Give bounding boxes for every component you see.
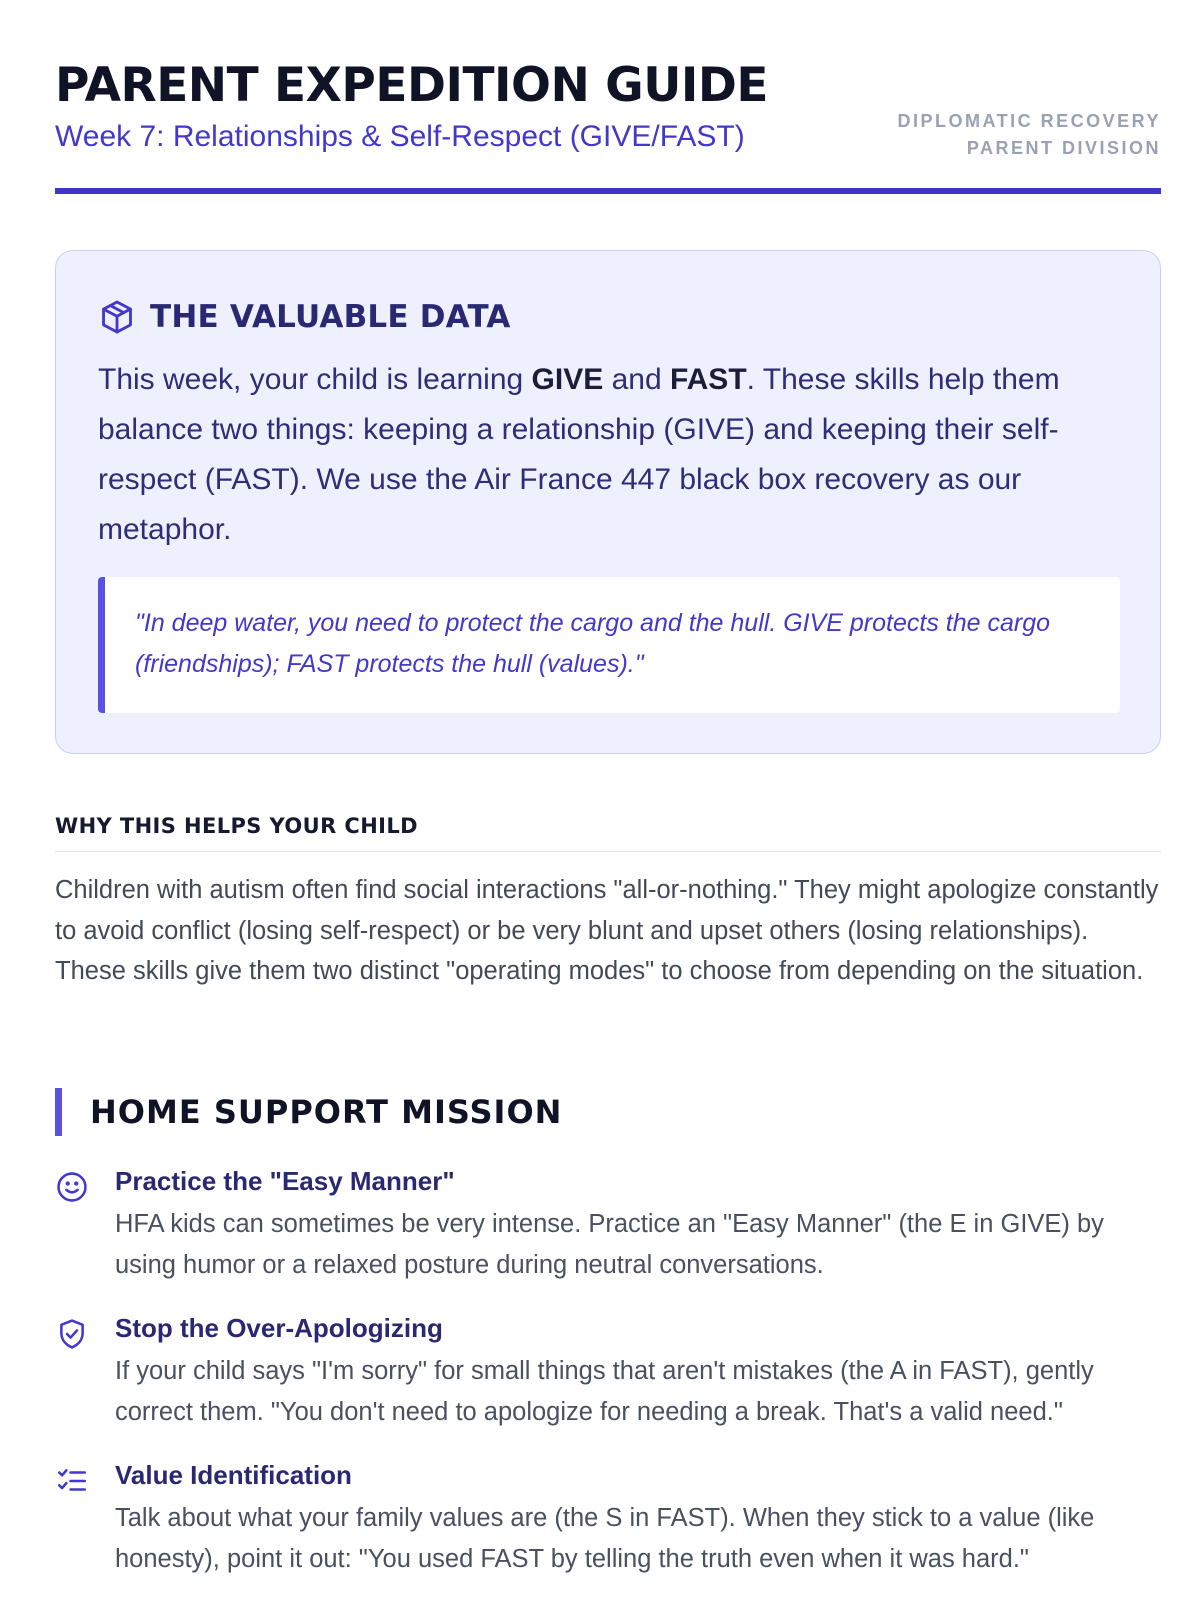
metaphor-quote: "In deep water, you need to protect the cargo and the hull. GIVE protects the cargo (friendships); FAST protects the hull (values)." bbox=[98, 577, 1120, 713]
mission-item-text: If your child says "I'm sorry" for small things that aren't mistakes (the A in FAST), gently correct them. "You don't need to apologize for needing a break. That's a valid need." bbox=[115, 1357, 1094, 1426]
mission-title: HOME SUPPORT MISSION bbox=[90, 1093, 563, 1131]
why-section-heading: WHY THIS HELPS YOUR CHILD bbox=[55, 814, 1161, 852]
card-title: THE VALUABLE DATA bbox=[150, 299, 511, 335]
smile-icon bbox=[55, 1170, 89, 1204]
valuable-data-card bbox=[55, 250, 1161, 754]
body-text-1: This week, your child is learning bbox=[98, 363, 532, 396]
division-label bbox=[897, 108, 1161, 162]
checklist-icon bbox=[55, 1464, 89, 1498]
mission-item-title: Practice the "Easy Manner" bbox=[115, 1166, 455, 1196]
body-text-3: . These skills help them balance two things: keeping a relationship (GIVE) and keeping their self-respect (FAST). We use the Air France 447 black box recovery as our metaphor. bbox=[98, 363, 1060, 546]
page-title: PARENT EXPEDITION GUIDE bbox=[55, 58, 769, 113]
page-subtitle: Week 7: Relationships & Self-Respect (GIVE/FAST) bbox=[55, 120, 745, 153]
why-section-text: Children with autism often find social interactions "all-or-nothing." They might apologize constantly to avoid conflict (losing self-respect) or be very blunt and upset others (losing relationships). These skills give them two distinct "operating modes" to choose from depending on the situation. bbox=[55, 876, 1159, 985]
fast-keyword: FAST bbox=[669, 363, 747, 396]
mission-item-text: HFA kids can sometimes be very intense. Practice an "Easy Manner" (the E in GIVE) by using humor or a relaxed posture during neutral conversations. bbox=[115, 1210, 1104, 1279]
card-header bbox=[98, 297, 511, 337]
body-text-2: and bbox=[603, 363, 670, 396]
division-line-1: DIPLOMATIC RECOVERY bbox=[897, 111, 1161, 131]
mission-item-title: Stop the Over-Apologizing bbox=[115, 1313, 443, 1343]
shield-check-icon bbox=[55, 1317, 89, 1351]
card-body bbox=[98, 355, 1088, 555]
page-header bbox=[55, 50, 1161, 194]
page bbox=[55, 0, 1161, 1600]
mission-item-text: Talk about what your family values are (the S in FAST). When they stick to a value (like honesty), point it out: "You used FAST by telling the truth even when it was hard." bbox=[115, 1504, 1095, 1573]
package-icon bbox=[98, 298, 136, 336]
give-keyword: GIVE bbox=[531, 363, 604, 396]
mission-heading bbox=[55, 1088, 562, 1136]
division-line-2: PARENT DIVISION bbox=[966, 138, 1161, 158]
mission-item-title: Value Identification bbox=[115, 1460, 352, 1490]
